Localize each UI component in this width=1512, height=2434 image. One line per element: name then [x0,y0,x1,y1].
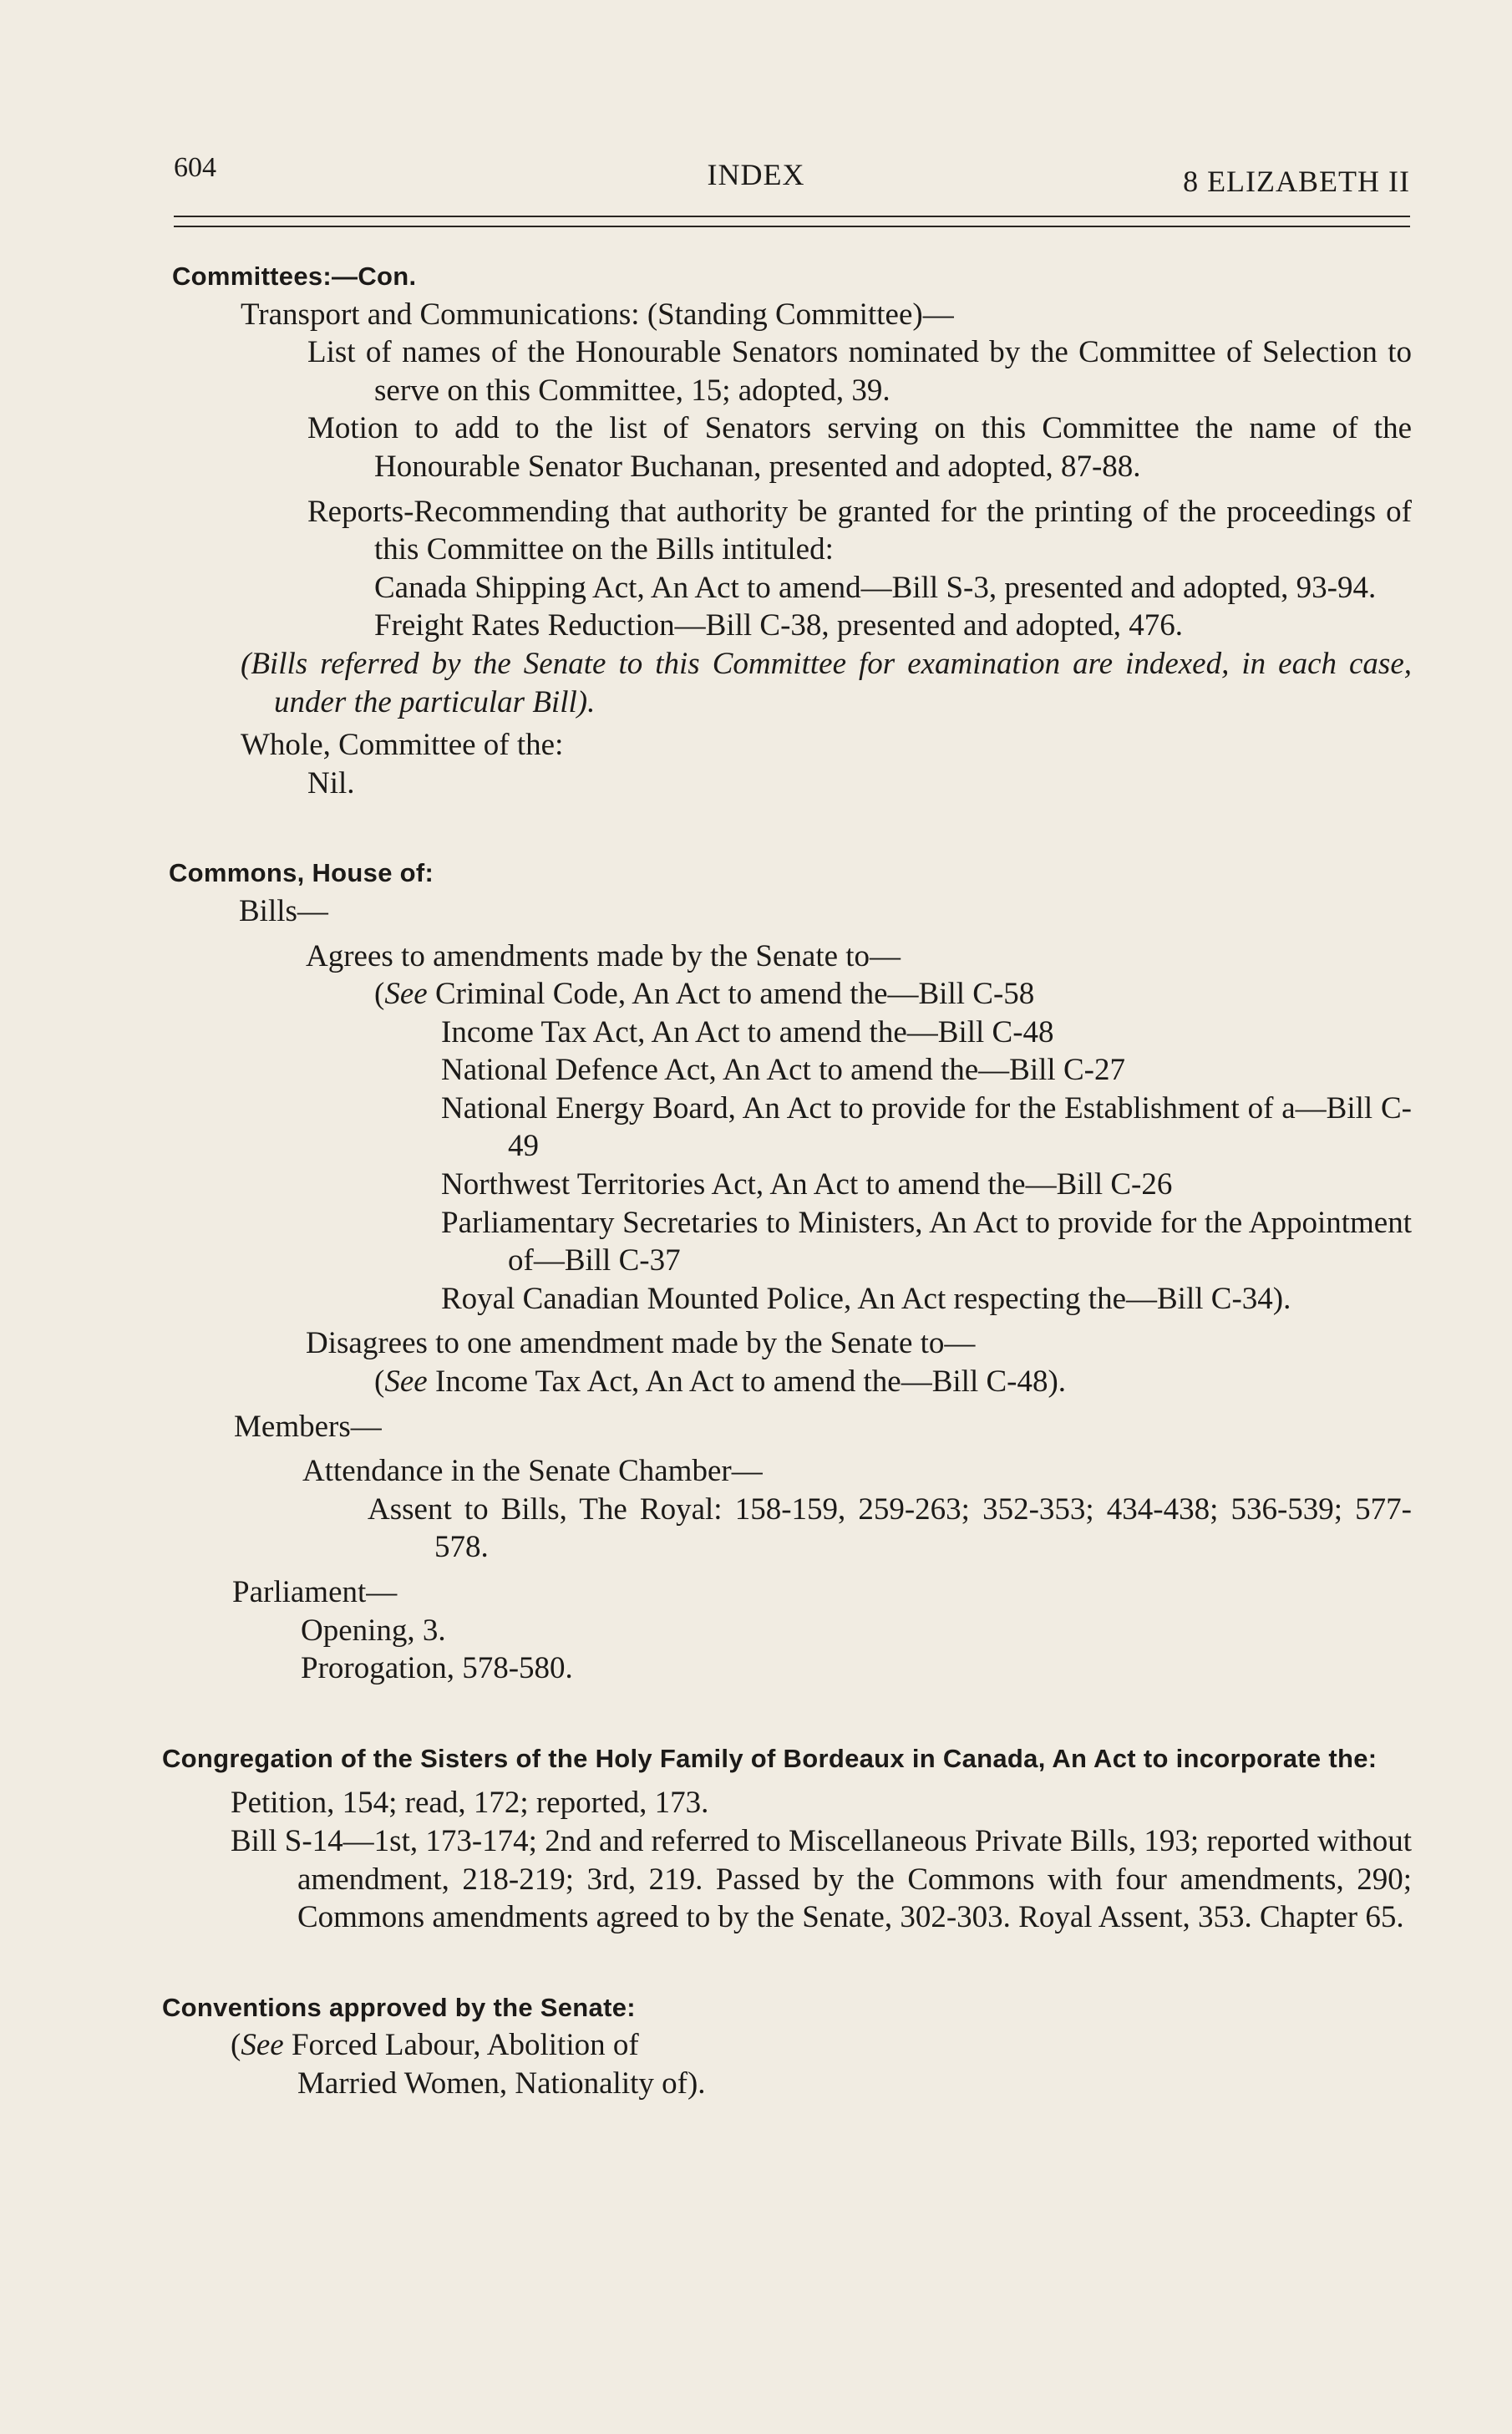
see-reference: Income Tax Act, An Act to amend the—Bill C-48 [441,1014,1054,1049]
entry-commons [167,854,1412,1687]
entry-heading: Congregation of the Sisters of the Holy Family of Bordeaux in Canada, An Act to incorporate the: [162,1743,1378,1773]
header-rule-bottom [174,226,1410,227]
see-reference: (See Criminal Code, An Act to amend the—Bill C-58 [374,977,1035,1012]
entry-conventions [162,1989,1412,2103]
subentry: Agrees to amendments made by the Senate to— [306,938,901,973]
entry-congregation [162,1740,1413,1937]
see-reference: National Energy Board, An Act to provide for the Establishment of a—Bill C-49 [441,1090,1412,1164]
subentry: Whole, Committee of the: [241,728,564,763]
see-reference: (See Income Tax Act, An Act to amend the—Bill C-48). [374,1364,1067,1400]
page-header [0,152,1512,202]
entry-heading: Commons, House of: [169,858,434,888]
see-reference: Northwest Territories Act, An Act to amend the—Bill C-26 [441,1167,1173,1202]
see-reference: (See Forced Labour, Abolition of [231,2028,639,2063]
see-reference: Parliamentary Secretaries to Ministers, An Act to provide for the Appointment of—Bill C-37 [441,1205,1412,1278]
subentry: Opening, 3. [301,1613,446,1648]
subentry: Assent to Bills, The Royal: 158-159, 259-263; 352-353; 434-438; 536-539; 577-578. [368,1491,1412,1565]
see-reference: National Defence Act, An Act to amend the—Bill C-27 [441,1053,1125,1088]
subentry: Freight Rates Reduction—Bill C-38, presented and adopted, 476. [374,608,1183,643]
subentry: Bill S-14—1st, 173-174; 2nd and referred to Miscellaneous Private Bills, 193; reported without amendment, 218-219; 3rd, 219. Passed by the Commons with four amendments, 290; Commons amendments agreed to by the Senate, 302-303. Royal Assent, 353. Chapter 65. [231,1823,1413,1935]
subentry: Nil. [307,765,355,800]
entry-heading: Committees:—Con. [172,262,417,291]
header-rule-top [174,216,1410,217]
note: (Bills referred by the Senate to this Committee for examination are indexed, in each case, under the particular Bill). [241,646,1412,719]
index-body [162,251,1413,2103]
page-title: INDEX [707,158,805,191]
subentry: Reports-Recommending that authority be granted for the printing of the proceedings of this Committee on the Bills intituled: [307,494,1412,567]
entry-heading: Conventions approved by the Senate: [162,1992,636,2022]
subentry: Attendance in the Senate Chamber— [302,1454,763,1489]
subentry: Prorogation, 578-580. [301,1651,573,1686]
page-number: 604 [174,152,216,183]
subentry: Motion to add to the list of Senators serving on this Committee the name of the Honourable Senator Buchanan, presented and adopted, 87-88. [307,411,1412,484]
subentry: Disagrees to one amendment made by the Senate to— [306,1326,976,1361]
see-reference: Royal Canadian Mounted Police, An Act respecting the—Bill C-34). [441,1281,1291,1316]
running-head: 8 ELIZABETH II [1183,165,1410,198]
subentry: Members— [234,1409,382,1444]
subentry: Canada Shipping Act, An Act to amend—Bill S-3, presented and adopted, 93-94. [374,570,1377,605]
subentry: Parliament— [232,1575,398,1609]
see-reference: Married Women, Nationality of). [297,2066,706,2101]
subentry: Bills— [239,893,328,928]
subentry: Petition, 154; read, 172; reported, 173. [231,1786,709,1821]
subentry: Transport and Communications: (Standing Committee)— [241,297,954,332]
subentry: List of names of the Honourable Senators nominated by the Committee of Selection to serve on this Committee, 15; adopted, 39. [307,335,1412,408]
entry-committees [167,257,1412,802]
